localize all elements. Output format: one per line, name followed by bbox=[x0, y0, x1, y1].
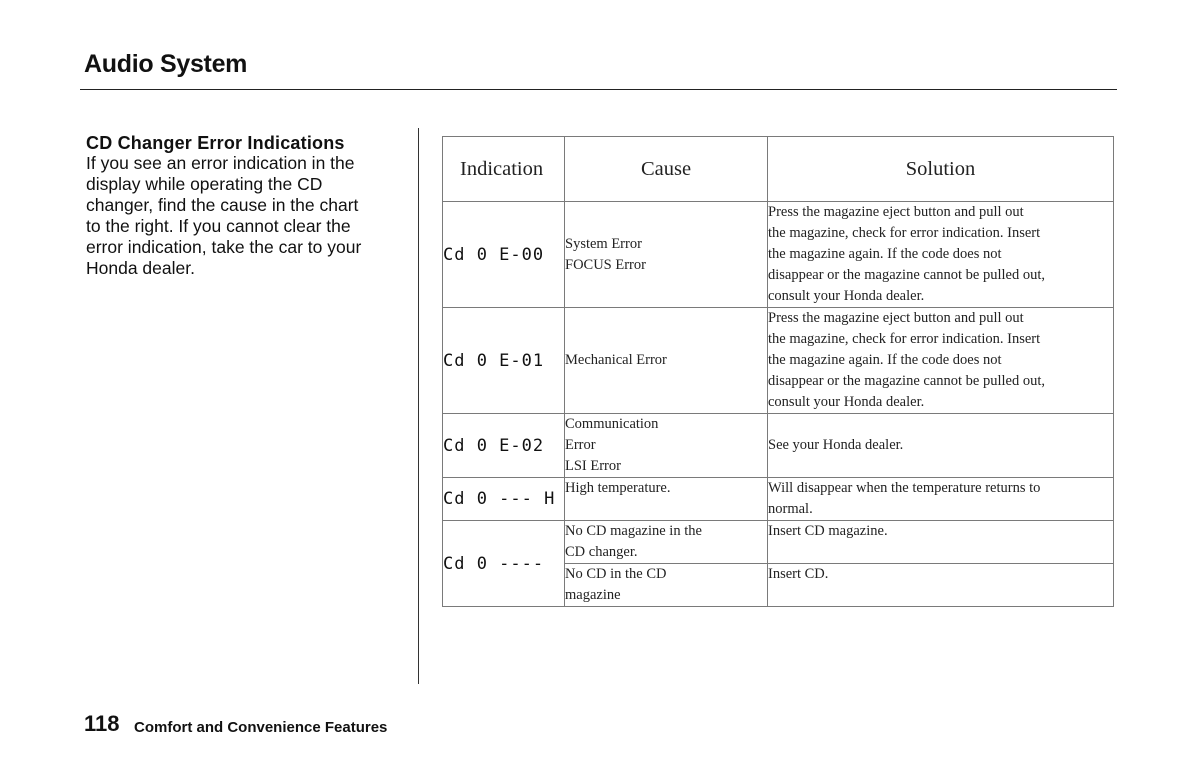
solution-line: Will disappear when the temperature returns to bbox=[768, 480, 1041, 496]
indication-code: Cd 0 E-00 bbox=[443, 202, 565, 308]
solution-line: Insert CD. bbox=[768, 566, 829, 582]
column-divider bbox=[418, 128, 419, 684]
solution-line: the magazine again. If the code does not bbox=[768, 352, 1002, 368]
solution-line: Press the magazine eject button and pull out bbox=[768, 310, 1024, 326]
table-row bbox=[443, 478, 1114, 521]
cause-line: Mechanical Error bbox=[565, 352, 667, 368]
cause-line: Communication bbox=[565, 416, 659, 432]
section-body bbox=[86, 153, 406, 279]
header-indication: Indication bbox=[443, 137, 565, 202]
cause-line: High temperature. bbox=[565, 480, 671, 496]
page-number: 118 bbox=[84, 711, 120, 736]
table-row bbox=[443, 202, 1114, 308]
cause-cell bbox=[565, 202, 768, 308]
indication-code: Cd 0 E-01 bbox=[443, 308, 565, 414]
solution-line: normal. bbox=[768, 501, 813, 517]
body-line: changer, find the cause in the chart bbox=[86, 195, 359, 215]
solution-cell bbox=[768, 414, 1114, 478]
solution-line: consult your Honda dealer. bbox=[768, 394, 925, 410]
solution-line: Press the magazine eject button and pull out bbox=[768, 204, 1024, 220]
solution-cell bbox=[768, 478, 1114, 521]
indication-code: Cd 0 E-02 bbox=[443, 414, 565, 478]
cause-cell bbox=[565, 521, 768, 564]
cause-cell bbox=[565, 414, 768, 478]
header-cause: Cause bbox=[565, 137, 768, 202]
solution-cell bbox=[768, 521, 1114, 564]
cause-cell bbox=[565, 564, 768, 607]
page-title: Audio System bbox=[84, 50, 248, 78]
solution-cell bbox=[768, 308, 1114, 414]
body-line: Honda dealer. bbox=[86, 258, 195, 278]
cause-line: magazine bbox=[565, 587, 621, 603]
cause-line: CD changer. bbox=[565, 544, 638, 560]
solution-cell bbox=[768, 564, 1114, 607]
solution-line: the magazine, check for error indication. Insert bbox=[768, 225, 1041, 241]
indication-code: Cd 0 ---- bbox=[443, 521, 565, 607]
solution-line: disappear or the magazine cannot be pulled out, bbox=[768, 373, 1046, 389]
solution-line: the magazine again. If the code does not bbox=[768, 246, 1002, 262]
table-row bbox=[443, 521, 1114, 564]
cause-cell bbox=[565, 308, 768, 414]
cause-line: No CD magazine in the bbox=[565, 523, 702, 539]
cause-line: FOCUS Error bbox=[565, 256, 646, 273]
body-line: to the right. If you cannot clear the bbox=[86, 216, 351, 236]
intro-column bbox=[86, 133, 406, 279]
error-indication-table bbox=[442, 136, 1114, 607]
cause-line: System Error bbox=[565, 235, 642, 252]
body-line: If you see an error indication in the bbox=[86, 153, 355, 173]
cause-line: Error bbox=[565, 437, 596, 453]
table-row bbox=[443, 308, 1114, 414]
title-rule bbox=[80, 89, 1117, 90]
header-solution: Solution bbox=[768, 137, 1114, 202]
solution-line: Insert CD magazine. bbox=[768, 523, 888, 539]
solution-line: consult your Honda dealer. bbox=[768, 288, 925, 304]
table-row bbox=[443, 414, 1114, 478]
footer-section-name: Comfort and Convenience Features bbox=[134, 719, 388, 736]
solution-line: disappear or the magazine cannot be pulled out, bbox=[768, 267, 1046, 283]
solution-line: the magazine, check for error indication. Insert bbox=[768, 331, 1041, 347]
cause-line: No CD in the CD bbox=[565, 566, 667, 582]
body-line: display while operating the CD bbox=[86, 174, 323, 194]
body-line: error indication, take the car to your bbox=[86, 237, 362, 257]
solution-line: See your Honda dealer. bbox=[768, 437, 904, 453]
cause-line: LSI Error bbox=[565, 458, 621, 474]
error-table-container bbox=[442, 136, 1114, 607]
cause-cell bbox=[565, 478, 768, 521]
solution-cell bbox=[768, 202, 1114, 308]
section-heading: CD Changer Error Indications bbox=[86, 133, 345, 153]
indication-code: Cd 0 --- H bbox=[443, 478, 565, 521]
table-header-row bbox=[443, 137, 1114, 202]
